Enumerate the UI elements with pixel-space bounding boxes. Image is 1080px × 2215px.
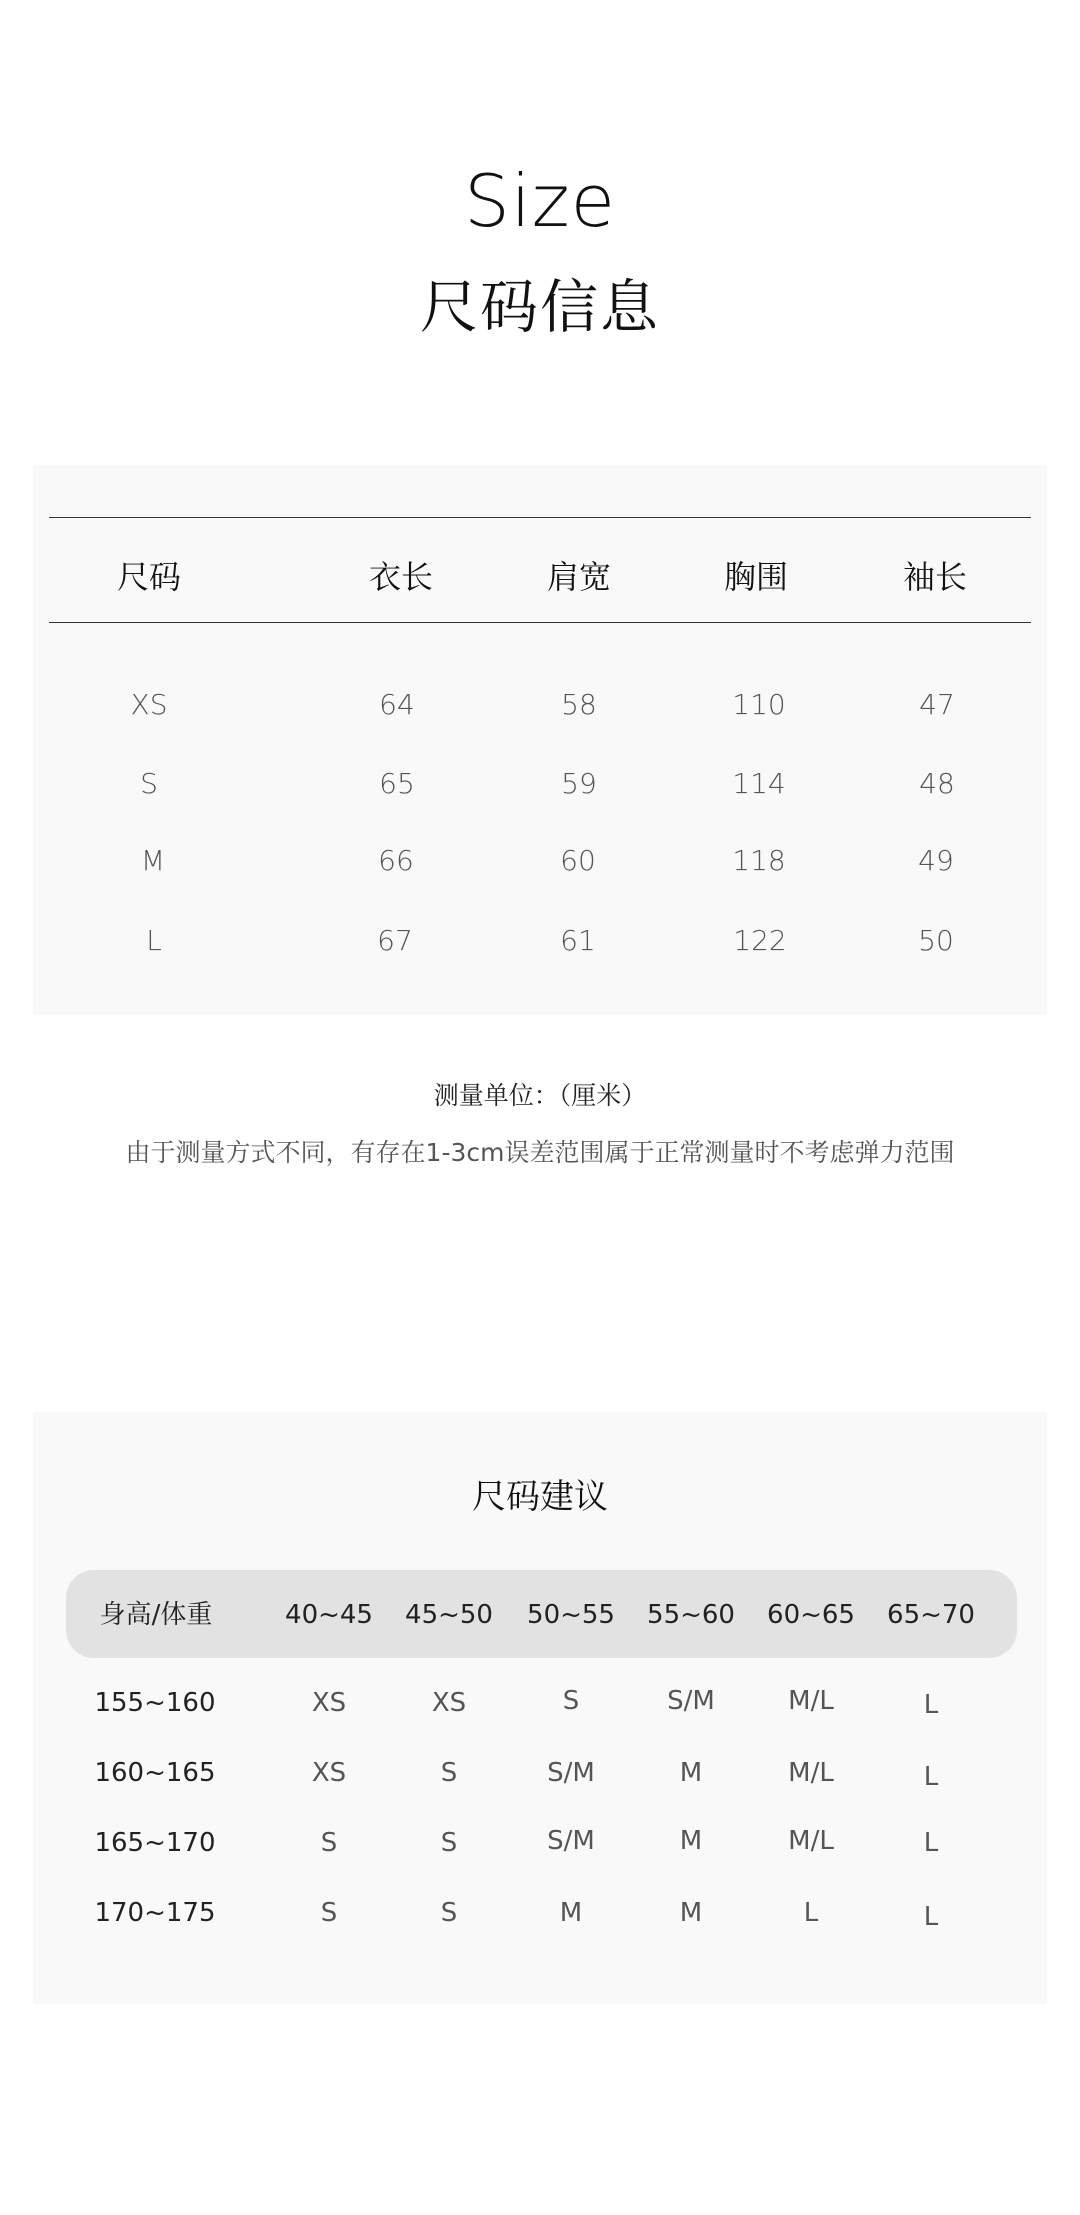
rec-size: S [440, 1758, 458, 1788]
rec-size: M/L [788, 1758, 834, 1788]
measurement-unit: 测量单位：（厘米） [433, 1081, 647, 1110]
cell-size: L [146, 924, 162, 957]
table-header-rule [49, 622, 1031, 623]
rec-size: L [803, 1898, 819, 1928]
rec-size: M [559, 1898, 583, 1928]
page-title-en: Size [464, 159, 616, 243]
rec-size: L [923, 1690, 939, 1720]
cell-shoulder: 59 [561, 767, 597, 800]
rec-size: M/L [788, 1686, 834, 1716]
rec-size: XS [311, 1688, 347, 1718]
cell-chest: 118 [732, 844, 786, 877]
header-chest: 胸围 [723, 558, 789, 596]
rec-size: S [440, 1898, 458, 1928]
header-shoulder: 肩宽 [546, 558, 612, 596]
page-title-cn: 尺码信息 [419, 273, 660, 341]
header-weight-range: 45~50 [405, 1600, 493, 1630]
cell-shoulder: 58 [561, 688, 597, 721]
header-weight-range: 60~65 [767, 1600, 855, 1630]
header-size: 尺码 [116, 558, 182, 596]
rec-size: L [923, 1902, 939, 1932]
cell-size: M [140, 844, 166, 877]
rec-size: XS [431, 1688, 467, 1718]
row-height: 170~175 [94, 1898, 216, 1928]
rec-size: L [923, 1762, 939, 1792]
row-height: 165~170 [94, 1828, 216, 1858]
size-recommendation-panel [33, 1412, 1047, 2004]
cell-length: 64 [379, 688, 415, 721]
cell-chest: 114 [732, 767, 786, 800]
cell-size: XS [130, 688, 168, 721]
recommendation-header [66, 1570, 1017, 1658]
cell-size: S [140, 767, 158, 800]
rec-size: S/M [547, 1826, 595, 1856]
measurement-disclaimer: 由于测量方式不同，有存在1-3cm误差范围属于正常测量时不考虑弹力范围 [125, 1138, 955, 1167]
cell-sleeve: 50 [918, 924, 954, 957]
header-weight-range: 50~55 [527, 1600, 615, 1630]
rec-size: M [679, 1826, 703, 1856]
cell-chest: 122 [733, 924, 787, 957]
header-weight-range: 65~70 [887, 1600, 975, 1630]
rec-size: L [923, 1828, 939, 1858]
header-weight-range: 40~45 [285, 1600, 373, 1630]
header-height-weight: 身高/体重 [99, 1600, 213, 1630]
row-height: 155~160 [94, 1688, 216, 1718]
recommendation-title: 尺码建议 [472, 1477, 608, 1517]
cell-sleeve: 48 [919, 767, 955, 800]
header-weight-range: 55~60 [647, 1600, 735, 1630]
cell-length: 67 [377, 924, 413, 957]
header-length: 衣长 [368, 558, 434, 596]
cell-sleeve: 49 [918, 844, 954, 877]
rec-size: S [440, 1828, 458, 1858]
rec-size: S [320, 1898, 338, 1928]
rec-size: S/M [547, 1758, 595, 1788]
cell-shoulder: 61 [560, 924, 596, 957]
cell-length: 65 [379, 767, 415, 800]
rec-size: S [562, 1686, 580, 1716]
cell-sleeve: 47 [919, 688, 955, 721]
rec-size: M [679, 1758, 703, 1788]
cell-chest: 110 [732, 688, 786, 721]
cell-length: 66 [378, 844, 414, 877]
rec-size: XS [311, 1758, 347, 1788]
header-sleeve: 袖长 [902, 558, 968, 596]
rec-size: M/L [788, 1826, 834, 1856]
rec-size: S [320, 1828, 338, 1858]
cell-shoulder: 60 [560, 844, 596, 877]
size-table-panel [33, 465, 1047, 1015]
rec-size: M [679, 1898, 703, 1928]
rec-size: S/M [667, 1686, 715, 1716]
table-top-rule [49, 517, 1031, 518]
row-height: 160~165 [94, 1758, 216, 1788]
